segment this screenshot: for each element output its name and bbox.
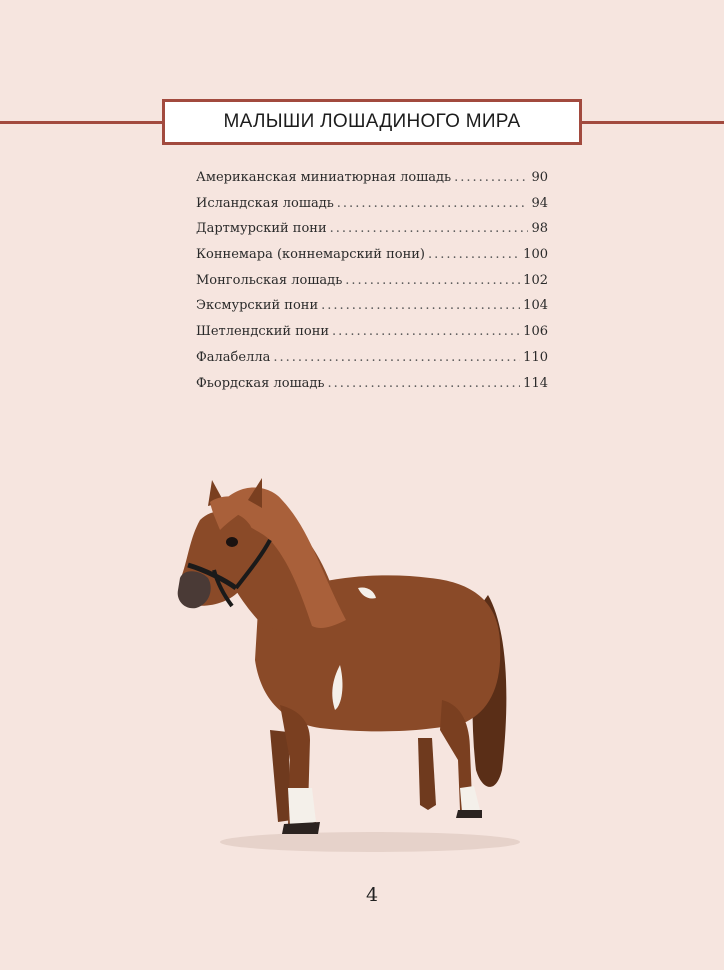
toc-entry (196, 247, 548, 273)
toc-leader-dots (321, 298, 520, 313)
section-title-box (162, 99, 582, 145)
toc-entry (196, 298, 548, 324)
toc-entry (196, 376, 548, 402)
toc-entry-title: Фьордская лошадь (196, 375, 325, 391)
header-rule-right (582, 121, 724, 124)
toc-leader-dots (428, 247, 520, 262)
toc-leader-dots (328, 376, 521, 391)
toc-entry-page: 106 (523, 324, 548, 340)
header-rule-left (0, 121, 163, 124)
toc-entry-title: Американская миниатюрная лошадь (196, 170, 452, 185)
toc-entry (196, 350, 548, 376)
toc-entry-page: 110 (523, 349, 548, 365)
section-title: МАЛЫШИ ЛОШАДИНОГО МИРА (223, 111, 521, 132)
toc-entry-title: Монгольская лошадь (196, 272, 343, 288)
toc-entry-page: 90 (531, 170, 548, 185)
shetland-pony-image (170, 470, 530, 860)
toc-entry-page: 94 (531, 195, 548, 211)
toc-entry-title: Исландская лошадь (196, 195, 334, 211)
toc-leader-dots (330, 221, 529, 236)
toc-entry-title: Дартмурский пони (196, 221, 327, 237)
toc-entry-title: Коннемара (коннемарский пони) (196, 247, 425, 263)
toc-entry (196, 273, 548, 299)
toc-entry (196, 170, 548, 196)
toc-entry-page: 100 (523, 247, 548, 263)
toc-entry (196, 324, 548, 350)
toc-leader-dots (337, 196, 529, 211)
toc-leader-dots (332, 324, 520, 339)
pony-eye (226, 537, 238, 547)
toc-leader-dots (273, 350, 520, 365)
toc-entry-page: 102 (523, 272, 548, 288)
toc-entry-page: 104 (523, 298, 548, 314)
toc-entry-page: 98 (531, 221, 548, 237)
toc-leader-dots (454, 170, 528, 185)
toc-leader-dots (345, 273, 520, 288)
toc-entry-title: Шетлендский пони (196, 324, 330, 340)
toc-entry (196, 196, 548, 222)
toc-entry-title: Эксмурский пони (196, 298, 319, 314)
pony-ground-shadow (220, 832, 520, 852)
toc-entry-title: Фалабелла (196, 349, 271, 365)
toc-entry (196, 221, 548, 247)
page-number: 4 (365, 884, 379, 906)
table-of-contents (196, 170, 548, 401)
toc-entry-page: 114 (523, 375, 548, 391)
